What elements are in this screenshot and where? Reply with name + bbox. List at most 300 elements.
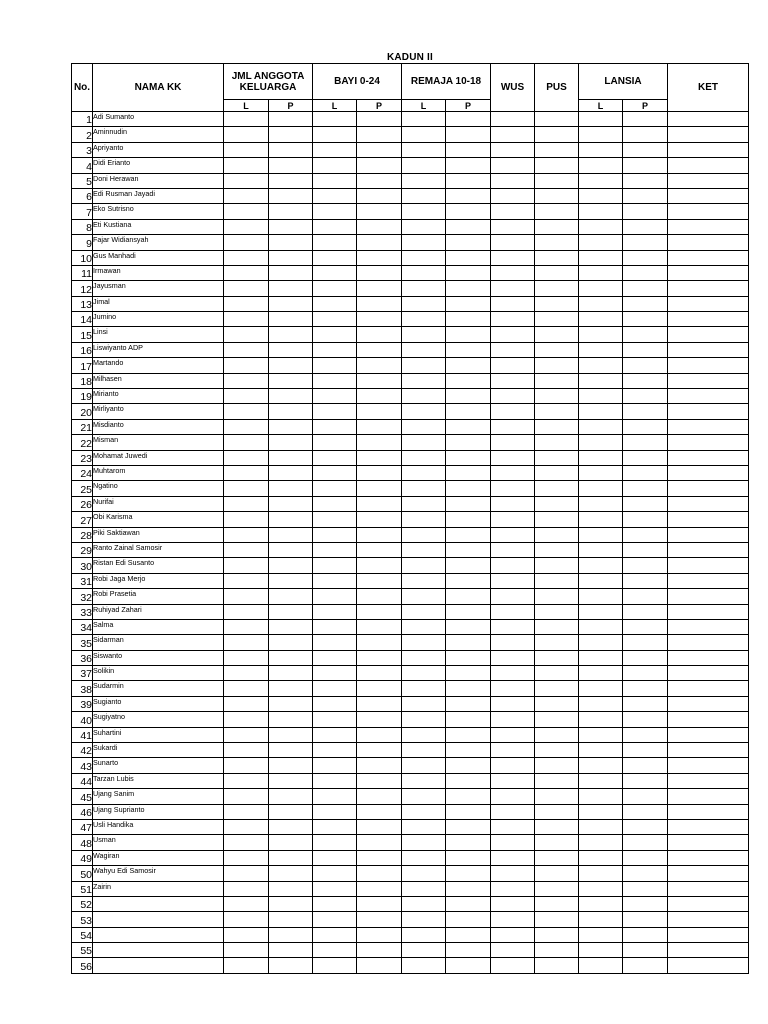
row-number: 11: [72, 265, 93, 280]
cell-remaja-l: [402, 635, 446, 650]
cell-lansia-p: [623, 265, 668, 280]
cell-wus: [491, 188, 535, 203]
cell-lansia-l: [579, 589, 623, 604]
cell-pus: [535, 496, 579, 511]
row-nama-kk: Siswanto: [93, 650, 224, 665]
cell-jml-p: [269, 358, 313, 373]
cell-remaja-l: [402, 712, 446, 727]
row-number: 40: [72, 712, 93, 727]
cell-remaja-p: [446, 142, 491, 157]
row-nama-kk: Mohamat Juwedi: [93, 450, 224, 465]
cell-lansia-l: [579, 881, 623, 896]
cell-jml-l: [224, 589, 269, 604]
cell-bayi-l: [313, 512, 357, 527]
cell-lansia-l: [579, 204, 623, 219]
cell-remaja-p: [446, 204, 491, 219]
header-jml-anggota: JML ANGGOTA KELUARGA: [224, 64, 313, 100]
cell-pus: [535, 542, 579, 557]
cell-jml-p: [269, 773, 313, 788]
cell-jml-p: [269, 281, 313, 296]
cell-jml-p: [269, 496, 313, 511]
cell-lansia-l: [579, 819, 623, 834]
cell-lansia-p: [623, 112, 668, 127]
cell-pus: [535, 712, 579, 727]
cell-wus: [491, 927, 535, 942]
row-number: 37: [72, 666, 93, 681]
cell-bayi-p: [357, 881, 402, 896]
cell-jml-l: [224, 804, 269, 819]
cell-lansia-l: [579, 373, 623, 388]
header-remaja: REMAJA 10-18: [402, 64, 491, 100]
cell-jml-p: [269, 650, 313, 665]
cell-jml-l: [224, 712, 269, 727]
cell-jml-l: [224, 235, 269, 250]
row-nama-kk: Ruhiyad Zahari: [93, 604, 224, 619]
row-number: 33: [72, 604, 93, 619]
cell-lansia-l: [579, 573, 623, 588]
table-row: [72, 481, 749, 496]
cell-lansia-l: [579, 450, 623, 465]
cell-bayi-l: [313, 558, 357, 573]
row-nama-kk: Ristan Edi Susanto: [93, 558, 224, 573]
row-number: 16: [72, 342, 93, 357]
cell-ket: [668, 604, 749, 619]
cell-lansia-l: [579, 496, 623, 511]
subheader-bayi-l: L: [313, 100, 357, 112]
cell-remaja-p: [446, 235, 491, 250]
cell-remaja-l: [402, 650, 446, 665]
cell-bayi-p: [357, 112, 402, 127]
cell-jml-l: [224, 450, 269, 465]
cell-ket: [668, 866, 749, 881]
row-number: 36: [72, 650, 93, 665]
cell-remaja-p: [446, 804, 491, 819]
table-row: [72, 312, 749, 327]
cell-lansia-l: [579, 265, 623, 280]
cell-wus: [491, 496, 535, 511]
cell-wus: [491, 142, 535, 157]
row-nama-kk: Eko Sutrisno: [93, 204, 224, 219]
cell-wus: [491, 173, 535, 188]
cell-ket: [668, 188, 749, 203]
cell-bayi-p: [357, 312, 402, 327]
cell-lansia-l: [579, 712, 623, 727]
cell-lansia-l: [579, 527, 623, 542]
row-nama-kk: Usman: [93, 835, 224, 850]
cell-lansia-p: [623, 912, 668, 927]
cell-pus: [535, 465, 579, 480]
cell-jml-p: [269, 819, 313, 834]
cell-jml-l: [224, 188, 269, 203]
cell-ket: [668, 743, 749, 758]
cell-lansia-p: [623, 666, 668, 681]
cell-remaja-l: [402, 419, 446, 434]
cell-bayi-l: [313, 327, 357, 342]
cell-remaja-p: [446, 589, 491, 604]
cell-lansia-l: [579, 250, 623, 265]
cell-lansia-p: [623, 712, 668, 727]
cell-lansia-p: [623, 789, 668, 804]
cell-bayi-l: [313, 450, 357, 465]
cell-jml-l: [224, 173, 269, 188]
cell-lansia-l: [579, 835, 623, 850]
cell-remaja-l: [402, 250, 446, 265]
cell-bayi-p: [357, 127, 402, 142]
cell-remaja-p: [446, 450, 491, 465]
cell-ket: [668, 373, 749, 388]
cell-jml-l: [224, 281, 269, 296]
cell-bayi-l: [313, 296, 357, 311]
cell-remaja-p: [446, 789, 491, 804]
cell-lansia-p: [623, 927, 668, 942]
cell-jml-l: [224, 496, 269, 511]
cell-ket: [668, 927, 749, 942]
cell-remaja-p: [446, 496, 491, 511]
cell-remaja-p: [446, 512, 491, 527]
row-nama-kk: Ngatino: [93, 481, 224, 496]
cell-lansia-l: [579, 312, 623, 327]
cell-jml-l: [224, 373, 269, 388]
cell-bayi-l: [313, 943, 357, 958]
cell-jml-l: [224, 389, 269, 404]
cell-ket: [668, 558, 749, 573]
cell-remaja-l: [402, 219, 446, 234]
cell-wus: [491, 835, 535, 850]
cell-lansia-p: [623, 819, 668, 834]
table-row: [72, 650, 749, 665]
table-row: [72, 696, 749, 711]
cell-pus: [535, 373, 579, 388]
cell-wus: [491, 881, 535, 896]
row-nama-kk: Doni Herawan: [93, 173, 224, 188]
cell-remaja-p: [446, 912, 491, 927]
cell-bayi-p: [357, 558, 402, 573]
cell-bayi-p: [357, 589, 402, 604]
cell-jml-l: [224, 573, 269, 588]
cell-wus: [491, 912, 535, 927]
cell-pus: [535, 173, 579, 188]
cell-pus: [535, 619, 579, 634]
cell-bayi-l: [313, 650, 357, 665]
header-pus: PUS: [535, 64, 579, 112]
cell-wus: [491, 573, 535, 588]
cell-wus: [491, 542, 535, 557]
row-nama-kk: Nurifai: [93, 496, 224, 511]
cell-remaja-l: [402, 758, 446, 773]
cell-ket: [668, 542, 749, 557]
cell-lansia-l: [579, 481, 623, 496]
cell-ket: [668, 804, 749, 819]
cell-pus: [535, 773, 579, 788]
cell-bayi-p: [357, 835, 402, 850]
table-row: [72, 327, 749, 342]
cell-lansia-p: [623, 465, 668, 480]
cell-lansia-l: [579, 758, 623, 773]
row-nama-kk: Didi Erianto: [93, 158, 224, 173]
cell-jml-p: [269, 542, 313, 557]
cell-ket: [668, 450, 749, 465]
cell-ket: [668, 296, 749, 311]
cell-remaja-p: [446, 604, 491, 619]
row-nama-kk: Suhartini: [93, 727, 224, 742]
cell-ket: [668, 589, 749, 604]
table-row: [72, 804, 749, 819]
cell-remaja-p: [446, 127, 491, 142]
cell-wus: [491, 650, 535, 665]
cell-wus: [491, 419, 535, 434]
cell-bayi-l: [313, 619, 357, 634]
cell-wus: [491, 450, 535, 465]
cell-lansia-l: [579, 927, 623, 942]
cell-jml-p: [269, 404, 313, 419]
header-lansia: LANSIA: [579, 64, 668, 100]
cell-lansia-p: [623, 142, 668, 157]
row-nama-kk: Misman: [93, 435, 224, 450]
cell-bayi-l: [313, 850, 357, 865]
cell-bayi-l: [313, 666, 357, 681]
row-nama-kk: Sunarto: [93, 758, 224, 773]
cell-jml-p: [269, 866, 313, 881]
cell-jml-p: [269, 712, 313, 727]
cell-remaja-l: [402, 265, 446, 280]
row-number: 39: [72, 696, 93, 711]
cell-pus: [535, 958, 579, 973]
cell-bayi-l: [313, 635, 357, 650]
cell-lansia-l: [579, 681, 623, 696]
cell-ket: [668, 173, 749, 188]
cell-jml-p: [269, 465, 313, 480]
row-nama-kk: Linsi: [93, 327, 224, 342]
row-number: 49: [72, 850, 93, 865]
cell-jml-p: [269, 681, 313, 696]
row-nama-kk: Jumino: [93, 312, 224, 327]
cell-remaja-l: [402, 927, 446, 942]
cell-ket: [668, 481, 749, 496]
subheader-bayi-p: P: [357, 100, 402, 112]
family-data-table: [71, 63, 749, 974]
table-row: [72, 158, 749, 173]
table-row: [72, 219, 749, 234]
cell-lansia-l: [579, 542, 623, 557]
cell-wus: [491, 265, 535, 280]
cell-bayi-p: [357, 481, 402, 496]
row-nama-kk: Jayusman: [93, 281, 224, 296]
row-number: 34: [72, 619, 93, 634]
table-row: [72, 573, 749, 588]
row-number: 47: [72, 819, 93, 834]
row-nama-kk: Obi Karisma: [93, 512, 224, 527]
row-number: 38: [72, 681, 93, 696]
cell-ket: [668, 419, 749, 434]
cell-lansia-p: [623, 804, 668, 819]
cell-jml-p: [269, 804, 313, 819]
cell-jml-p: [269, 204, 313, 219]
cell-remaja-p: [446, 773, 491, 788]
cell-wus: [491, 296, 535, 311]
cell-bayi-l: [313, 758, 357, 773]
cell-jml-l: [224, 312, 269, 327]
cell-remaja-l: [402, 912, 446, 927]
cell-wus: [491, 250, 535, 265]
subheader-jml-p: P: [269, 100, 313, 112]
cell-wus: [491, 712, 535, 727]
cell-bayi-l: [313, 958, 357, 973]
table-row: [72, 265, 749, 280]
cell-jml-l: [224, 342, 269, 357]
cell-remaja-l: [402, 142, 446, 157]
cell-wus: [491, 281, 535, 296]
cell-remaja-p: [446, 373, 491, 388]
cell-jml-p: [269, 312, 313, 327]
cell-lansia-l: [579, 850, 623, 865]
header-nama-kk: NAMA KK: [93, 64, 224, 112]
cell-pus: [535, 250, 579, 265]
cell-ket: [668, 312, 749, 327]
cell-remaja-l: [402, 896, 446, 911]
cell-remaja-l: [402, 235, 446, 250]
row-number: 56: [72, 958, 93, 973]
table-row: [72, 373, 749, 388]
cell-lansia-p: [623, 250, 668, 265]
cell-wus: [491, 789, 535, 804]
cell-jml-l: [224, 527, 269, 542]
cell-pus: [535, 819, 579, 834]
cell-jml-p: [269, 850, 313, 865]
cell-remaja-l: [402, 850, 446, 865]
cell-bayi-l: [313, 573, 357, 588]
cell-jml-l: [224, 943, 269, 958]
table-row: [72, 465, 749, 480]
table-row: [72, 619, 749, 634]
cell-wus: [491, 312, 535, 327]
row-nama-kk: Mirianto: [93, 389, 224, 404]
cell-jml-p: [269, 589, 313, 604]
cell-wus: [491, 527, 535, 542]
table-row: [72, 173, 749, 188]
cell-jml-l: [224, 958, 269, 973]
cell-remaja-p: [446, 465, 491, 480]
cell-jml-l: [224, 727, 269, 742]
cell-ket: [668, 696, 749, 711]
cell-jml-p: [269, 219, 313, 234]
cell-jml-p: [269, 173, 313, 188]
cell-ket: [668, 681, 749, 696]
table-row: [72, 142, 749, 157]
cell-wus: [491, 465, 535, 480]
cell-lansia-l: [579, 804, 623, 819]
cell-remaja-l: [402, 804, 446, 819]
cell-jml-p: [269, 527, 313, 542]
cell-jml-l: [224, 404, 269, 419]
cell-jml-p: [269, 435, 313, 450]
cell-bayi-l: [313, 127, 357, 142]
cell-bayi-p: [357, 866, 402, 881]
cell-bayi-l: [313, 896, 357, 911]
cell-pus: [535, 850, 579, 865]
cell-bayi-l: [313, 312, 357, 327]
cell-lansia-p: [623, 327, 668, 342]
cell-jml-l: [224, 850, 269, 865]
cell-lansia-l: [579, 727, 623, 742]
cell-jml-p: [269, 619, 313, 634]
cell-bayi-l: [313, 773, 357, 788]
row-nama-kk: Eti Kustiana: [93, 219, 224, 234]
cell-bayi-l: [313, 481, 357, 496]
cell-ket: [668, 712, 749, 727]
cell-lansia-l: [579, 235, 623, 250]
cell-bayi-l: [313, 204, 357, 219]
table-row: [72, 450, 749, 465]
table-row: [72, 604, 749, 619]
cell-wus: [491, 342, 535, 357]
cell-jml-l: [224, 789, 269, 804]
cell-jml-l: [224, 927, 269, 942]
cell-remaja-l: [402, 666, 446, 681]
cell-lansia-p: [623, 850, 668, 865]
cell-pus: [535, 650, 579, 665]
cell-bayi-p: [357, 404, 402, 419]
cell-bayi-l: [313, 465, 357, 480]
cell-bayi-p: [357, 496, 402, 511]
cell-lansia-l: [579, 743, 623, 758]
row-number: 23: [72, 450, 93, 465]
cell-lansia-l: [579, 896, 623, 911]
row-nama-kk: Muhtarom: [93, 465, 224, 480]
row-number: 53: [72, 912, 93, 927]
cell-bayi-l: [313, 265, 357, 280]
cell-bayi-p: [357, 250, 402, 265]
cell-pus: [535, 727, 579, 742]
table-row: [72, 188, 749, 203]
cell-remaja-p: [446, 342, 491, 357]
cell-wus: [491, 743, 535, 758]
row-number: 25: [72, 481, 93, 496]
cell-remaja-p: [446, 696, 491, 711]
cell-pus: [535, 866, 579, 881]
cell-pus: [535, 835, 579, 850]
cell-lansia-p: [623, 435, 668, 450]
table-row: [72, 773, 749, 788]
row-nama-kk: Robi Jaga Merjo: [93, 573, 224, 588]
row-nama-kk: Irmawan: [93, 265, 224, 280]
table-row: [72, 542, 749, 557]
cell-remaja-l: [402, 527, 446, 542]
cell-pus: [535, 127, 579, 142]
cell-pus: [535, 204, 579, 219]
cell-ket: [668, 912, 749, 927]
cell-remaja-p: [446, 219, 491, 234]
cell-remaja-p: [446, 558, 491, 573]
cell-pus: [535, 696, 579, 711]
cell-pus: [535, 789, 579, 804]
cell-jml-l: [224, 619, 269, 634]
cell-wus: [491, 943, 535, 958]
cell-pus: [535, 188, 579, 203]
cell-lansia-p: [623, 835, 668, 850]
cell-bayi-p: [357, 850, 402, 865]
cell-lansia-l: [579, 650, 623, 665]
cell-jml-l: [224, 881, 269, 896]
cell-remaja-p: [446, 527, 491, 542]
subheader-lansia-l: L: [579, 100, 623, 112]
cell-lansia-p: [623, 158, 668, 173]
row-number: 51: [72, 881, 93, 896]
cell-wus: [491, 358, 535, 373]
cell-bayi-l: [313, 681, 357, 696]
cell-lansia-l: [579, 404, 623, 419]
cell-lansia-l: [579, 358, 623, 373]
subheader-remaja-p: P: [446, 100, 491, 112]
